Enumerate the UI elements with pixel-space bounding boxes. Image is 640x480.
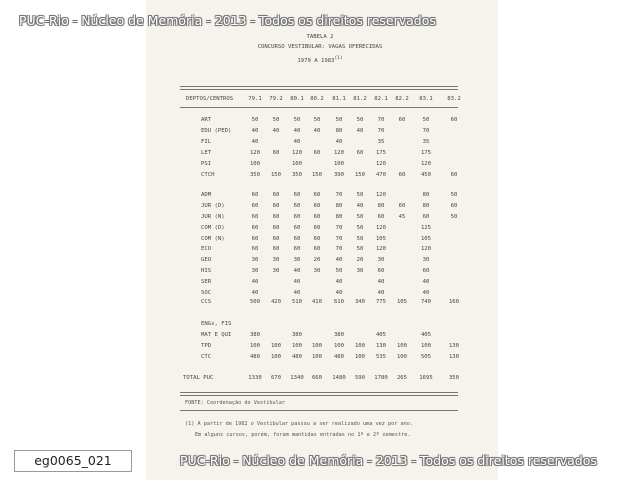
table-cell: 60: [272, 225, 280, 231]
table-cell: 610: [333, 299, 345, 305]
table-row: [0, 343, 640, 350]
row-label: CCS: [201, 299, 212, 305]
table-cell: 60: [272, 150, 280, 156]
table-row: [0, 214, 640, 221]
table-cell: 60: [398, 117, 406, 123]
footnote-line-1: (1) A partir de 1982 o Vestibular passou a ser realizado uma vez por ano.: [185, 421, 413, 427]
header-label: DEPTOS/CENTROS: [186, 96, 234, 102]
table-cell: 60: [398, 172, 406, 178]
table-cell: 60: [293, 203, 301, 209]
table-cell: 100: [249, 343, 261, 349]
table-cell: 420: [270, 299, 282, 305]
table-row: [0, 332, 640, 339]
table-cell: 40: [293, 128, 301, 134]
table-cell: 60: [313, 203, 321, 209]
table-cell: 60: [313, 236, 321, 242]
table-cell: 60: [272, 214, 280, 220]
table-cell: 1480: [332, 375, 346, 381]
table-cell: 40: [377, 279, 385, 285]
table-cell: 775: [375, 299, 387, 305]
table-cell: 100: [354, 343, 366, 349]
table-cell: 50: [293, 117, 301, 123]
table-cell: 660: [311, 375, 323, 381]
table-cell: 590: [354, 375, 366, 381]
source-rule: [180, 410, 458, 411]
table-cell: 50: [356, 225, 364, 231]
table-row: [0, 128, 640, 135]
row-label: HIS: [201, 268, 212, 274]
row-label: SER: [201, 279, 212, 285]
table-cell: 40: [335, 290, 343, 296]
row-label: EDU (PED): [201, 128, 232, 134]
table-cell: 125: [420, 225, 432, 231]
table-cell: 40: [422, 290, 430, 296]
table-cell: 100: [420, 343, 432, 349]
table-cell: 70: [335, 236, 343, 242]
table-cell: 160: [448, 299, 460, 305]
row-label: TOTAL PUC: [183, 375, 214, 381]
table-cell: 60: [422, 268, 430, 274]
row-label: CTCH: [201, 172, 215, 178]
table-row: [0, 299, 640, 306]
table-cell: 100: [249, 161, 261, 167]
table-row: [0, 225, 640, 232]
table-cell: 30: [422, 257, 430, 263]
table-cell: 40: [251, 128, 259, 134]
table-cell: 100: [333, 343, 345, 349]
table-row: [0, 203, 640, 210]
row-label: ART: [201, 117, 212, 123]
table-row: [0, 236, 640, 243]
table-cell: 670: [270, 375, 282, 381]
column-header: 83.1: [419, 96, 433, 102]
table-cell: 510: [291, 299, 303, 305]
table-cell: 100: [396, 354, 408, 360]
table-cell: 60: [450, 172, 458, 178]
table-cell: 40: [422, 279, 430, 285]
table-cell: 60: [450, 117, 458, 123]
table-cell: 60: [272, 192, 280, 198]
table-cell: 100: [354, 354, 366, 360]
table-cell: 340: [354, 299, 366, 305]
table-cell: 50: [356, 236, 364, 242]
table-cell: 120: [375, 246, 387, 252]
table-cell: 150: [311, 172, 323, 178]
table-cell: 410: [311, 299, 323, 305]
table-cell: 70: [377, 117, 385, 123]
table-row: [0, 139, 640, 146]
table-cell: 120: [375, 225, 387, 231]
table-cell: 505: [420, 354, 432, 360]
table-cell: 40: [272, 128, 280, 134]
table-cell: 380: [249, 332, 261, 338]
table-cell: 405: [375, 332, 387, 338]
column-header: 81.1: [332, 96, 346, 102]
table-cell: 80: [377, 203, 385, 209]
table-cell: 405: [420, 332, 432, 338]
table-cell: 130: [375, 343, 387, 349]
table-row: [0, 172, 640, 179]
table-cell: 60: [313, 246, 321, 252]
table-cell: 40: [335, 257, 343, 263]
table-header-row: [0, 96, 640, 103]
table-cell: 60: [293, 225, 301, 231]
table-cell: 80: [335, 203, 343, 209]
table-cell: 70: [422, 128, 430, 134]
document-id-label: eg0065_021: [14, 450, 132, 472]
table-cell: 60: [377, 268, 385, 274]
table-cell: 40: [377, 290, 385, 296]
table-cell: 380: [291, 332, 303, 338]
table-row: [0, 246, 640, 253]
watermark-bottom: PUC-Rio - Núcleo de Memória - 2013 - Todos os direitos reservados: [180, 453, 597, 468]
table-cell: 480: [333, 354, 345, 360]
table-cell: 350: [249, 172, 261, 178]
bottom-rule: [180, 392, 458, 393]
table-cell: 80: [335, 214, 343, 220]
table-cell: 150: [270, 172, 282, 178]
table-cell: 60: [313, 150, 321, 156]
column-header: 79.2: [269, 96, 283, 102]
table-cell: 80: [422, 192, 430, 198]
header-rule: [180, 107, 458, 108]
table-cell: 390: [333, 172, 345, 178]
table-cell: 100: [291, 161, 303, 167]
table-cell: 50: [356, 246, 364, 252]
table-cell: 40: [293, 139, 301, 145]
footnote-line-2: Em alguns cursos, porém, foram mantidas entradas no 1º e 2º semestre.: [195, 432, 411, 438]
table-cell: 60: [272, 246, 280, 252]
table-cell: 35: [422, 139, 430, 145]
table-cell: 130: [448, 343, 460, 349]
row-label: GEO: [201, 257, 212, 263]
table-cell: 105: [375, 236, 387, 242]
table-cell: 60: [293, 246, 301, 252]
row-label: TPD: [201, 343, 212, 349]
table-cell: 100: [311, 343, 323, 349]
table-cell: 60: [251, 225, 259, 231]
table-period-years: 1979 A 1983: [297, 57, 335, 64]
table-cell: 175: [375, 150, 387, 156]
table-row: [0, 161, 640, 168]
table-cell: 60: [313, 214, 321, 220]
table-cell: 60: [356, 150, 364, 156]
table-cell: 40: [293, 279, 301, 285]
table-cell: 120: [375, 192, 387, 198]
table-cell: 100: [396, 343, 408, 349]
table-period-note: (1): [334, 56, 343, 61]
table-cell: 40: [251, 290, 259, 296]
column-header: 81.2: [353, 96, 367, 102]
table-cell: 50: [356, 192, 364, 198]
table-row: [0, 192, 640, 199]
table-title: TABELA 2: [306, 34, 334, 40]
table-row: [0, 268, 640, 275]
table-cell: 30: [293, 257, 301, 263]
column-header: 82.1: [374, 96, 388, 102]
table-cell: 50: [450, 192, 458, 198]
table-cell: 60: [272, 203, 280, 209]
table-cell: 45: [398, 214, 406, 220]
table-cell: 380: [333, 332, 345, 338]
row-label: COM (N): [201, 236, 225, 242]
table-cell: 50: [272, 117, 280, 123]
table-cell: 500: [249, 299, 261, 305]
table-cell: 40: [251, 139, 259, 145]
table-cell: 535: [375, 354, 387, 360]
table-cell: 480: [249, 354, 261, 360]
table-cell: 60: [293, 214, 301, 220]
table-cell: 20: [313, 257, 321, 263]
table-cell: 105: [420, 236, 432, 242]
table-cell: 35: [377, 139, 385, 145]
table-cell: 70: [335, 225, 343, 231]
table-cell: 100: [270, 343, 282, 349]
table-cell: 30: [377, 257, 385, 263]
table-cell: 50: [335, 268, 343, 274]
table-cell: 60: [251, 214, 259, 220]
table-cell: 100: [333, 161, 345, 167]
row-label: JUR (D): [201, 203, 225, 209]
table-cell: 40: [313, 128, 321, 134]
table-cell: 30: [272, 268, 280, 274]
table-cell: 60: [293, 192, 301, 198]
table-cell: 60: [313, 192, 321, 198]
top-rule: [180, 86, 458, 87]
table-row: [0, 290, 640, 297]
bottom-rule-2: [180, 395, 458, 396]
table-cell: 120: [420, 161, 432, 167]
row-label: LET: [201, 150, 212, 156]
row-label: MAT E QUI: [201, 332, 232, 338]
table-cell: 120: [420, 246, 432, 252]
table-cell: 40: [251, 279, 259, 285]
table-cell: 80: [422, 203, 430, 209]
table-cell: 60: [293, 236, 301, 242]
table-cell: 1780: [374, 375, 388, 381]
table-source: FONTE: Coordenação do Vestibular: [185, 400, 285, 406]
row-label: FIL: [201, 139, 212, 145]
table-cell: 50: [356, 214, 364, 220]
table-cell: 470: [375, 172, 387, 178]
table-cell: 265: [396, 375, 408, 381]
row-label: ENGs, FIS: [201, 321, 232, 327]
table-cell: 100: [270, 354, 282, 360]
table-cell: 1695: [419, 375, 433, 381]
table-cell: 120: [333, 150, 345, 156]
table-cell: 350: [291, 172, 303, 178]
table-cell: 60: [251, 236, 259, 242]
table-cell: 60: [450, 203, 458, 209]
table-row: [0, 279, 640, 286]
table-cell: 100: [311, 354, 323, 360]
table-row: [0, 354, 640, 361]
table-row: [0, 150, 640, 157]
table-cell: 50: [450, 214, 458, 220]
table-cell: 30: [272, 257, 280, 263]
row-label: ECO: [201, 246, 212, 252]
row-label: JUR (N): [201, 214, 225, 220]
table-cell: 40: [335, 139, 343, 145]
table-cell: 60: [422, 214, 430, 220]
table-cell: 1330: [248, 375, 262, 381]
row-label: SOC: [201, 290, 212, 296]
table-row: [0, 257, 640, 264]
table-cell: 40: [293, 290, 301, 296]
table-cell: 20: [356, 257, 364, 263]
watermark-top: PUC-Rio - Núcleo de Memória - 2013 - Todos os direitos reservados: [19, 13, 436, 28]
table-cell: 1340: [290, 375, 304, 381]
column-header: 80.2: [310, 96, 324, 102]
table-cell: 150: [354, 172, 366, 178]
table-cell: 40: [356, 128, 364, 134]
table-cell: 120: [291, 150, 303, 156]
table-cell: 450: [420, 172, 432, 178]
row-label: PSI: [201, 161, 212, 167]
table-cell: 100: [291, 343, 303, 349]
table-cell: 740: [420, 299, 432, 305]
table-cell: 480: [291, 354, 303, 360]
table-cell: 50: [313, 117, 321, 123]
table-cell: 60: [272, 236, 280, 242]
table-cell: 60: [251, 246, 259, 252]
table-cell: 105: [396, 299, 408, 305]
table-cell: 50: [422, 117, 430, 123]
table-period: [180, 55, 460, 65]
table-cell: 120: [249, 150, 261, 156]
table-row: [0, 321, 640, 328]
table-cell: 50: [356, 117, 364, 123]
row-label: CTC: [201, 354, 212, 360]
table-cell: 50: [251, 117, 259, 123]
table-cell: 50: [335, 117, 343, 123]
table-cell: 60: [398, 203, 406, 209]
column-header: 80.1: [290, 96, 304, 102]
table-subtitle: CONCURSO VESTIBULAR: VAGAS OFERECIDAS: [257, 44, 383, 50]
column-header: 83.2: [447, 96, 461, 102]
table-cell: 60: [313, 225, 321, 231]
table-cell: 70: [335, 192, 343, 198]
table-cell: 60: [251, 203, 259, 209]
table-cell: 70: [377, 128, 385, 134]
table-cell: 60: [251, 192, 259, 198]
table-cell: 40: [356, 203, 364, 209]
table-cell: 350: [448, 375, 460, 381]
table-cell: 70: [335, 246, 343, 252]
row-label: COM (D): [201, 225, 225, 231]
table-cell: 175: [420, 150, 432, 156]
table-cell: 130: [448, 354, 460, 360]
table-row: [0, 375, 640, 382]
table-cell: 40: [293, 268, 301, 274]
column-header: 79.1: [248, 96, 262, 102]
column-header: 82.2: [395, 96, 409, 102]
top-rule-2: [180, 89, 458, 90]
table-cell: 120: [375, 161, 387, 167]
table-row: [0, 117, 640, 124]
table-cell: 30: [251, 257, 259, 263]
table-cell: 60: [377, 214, 385, 220]
row-label: ADM: [201, 192, 212, 198]
table-cell: 80: [335, 128, 343, 134]
table-cell: 30: [251, 268, 259, 274]
table-cell: 30: [356, 268, 364, 274]
table-cell: 30: [313, 268, 321, 274]
table-cell: 40: [335, 279, 343, 285]
